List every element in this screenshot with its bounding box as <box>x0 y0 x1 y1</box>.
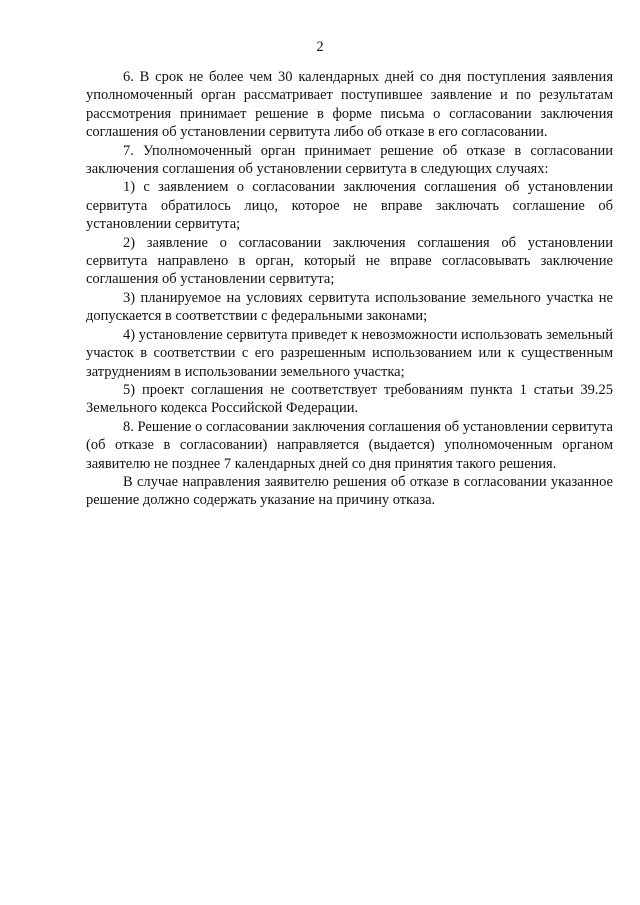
paragraph-refusal-notice: В случае направления заявителю решения об отказе в согласовании указанное решение должно содержать указание на причину отказа. <box>86 473 613 509</box>
list-item-4: 4) установление сервитута приведет к невозможности использовать земельный участок в соответствии с его разрешенным использованием или к существенным затруднениям в использовании земельного участка; <box>86 326 613 380</box>
list-item-5: 5) проект соглашения не соответствует требованиям пункта 1 статьи 39.25 Земельного кодекса Российской Федерации. <box>86 381 613 417</box>
list-item-3: 3) планируемое на условиях сервитута использование земельного участка не допускается в соответствии с федеральными законами; <box>86 289 613 325</box>
document-body <box>86 68 613 510</box>
list-item-1: 1) с заявлением о согласовании заключения соглашения об установлении сервитута обратилось лицо, которое не вправе заключать соглашение об установлении сервитута; <box>86 179 613 233</box>
list-item-2: 2) заявление о согласовании заключения соглашения об установлении сервитута направлено в орган, который не вправе согласовывать заключение соглашения об установлении сервитута; <box>86 234 613 288</box>
paragraph-item-7: 7. Уполномоченный орган принимает решение об отказе в согласовании заключения соглашения об установлении сервитута в следующих случаях: <box>86 142 613 178</box>
paragraph-item-8: 8. Решение о согласовании заключения соглашения об установлении сервитута (об отказе в согласовании) направляется (выдается) уполномоченным органом заявителю не позднее 7 календарных дней со дня принятия такого решения. <box>86 418 613 472</box>
page-number: 2 <box>316 39 324 55</box>
paragraph-item-6: 6. В срок не более чем 30 календарных дней со дня поступления заявления уполномоченный орган рассматривает поступившее заявление и по результатам рассмотрения принимает решение в форме письма о согласовании заключения соглашения об установлении сервитута либо об отказе в его согласовании. <box>86 69 613 141</box>
